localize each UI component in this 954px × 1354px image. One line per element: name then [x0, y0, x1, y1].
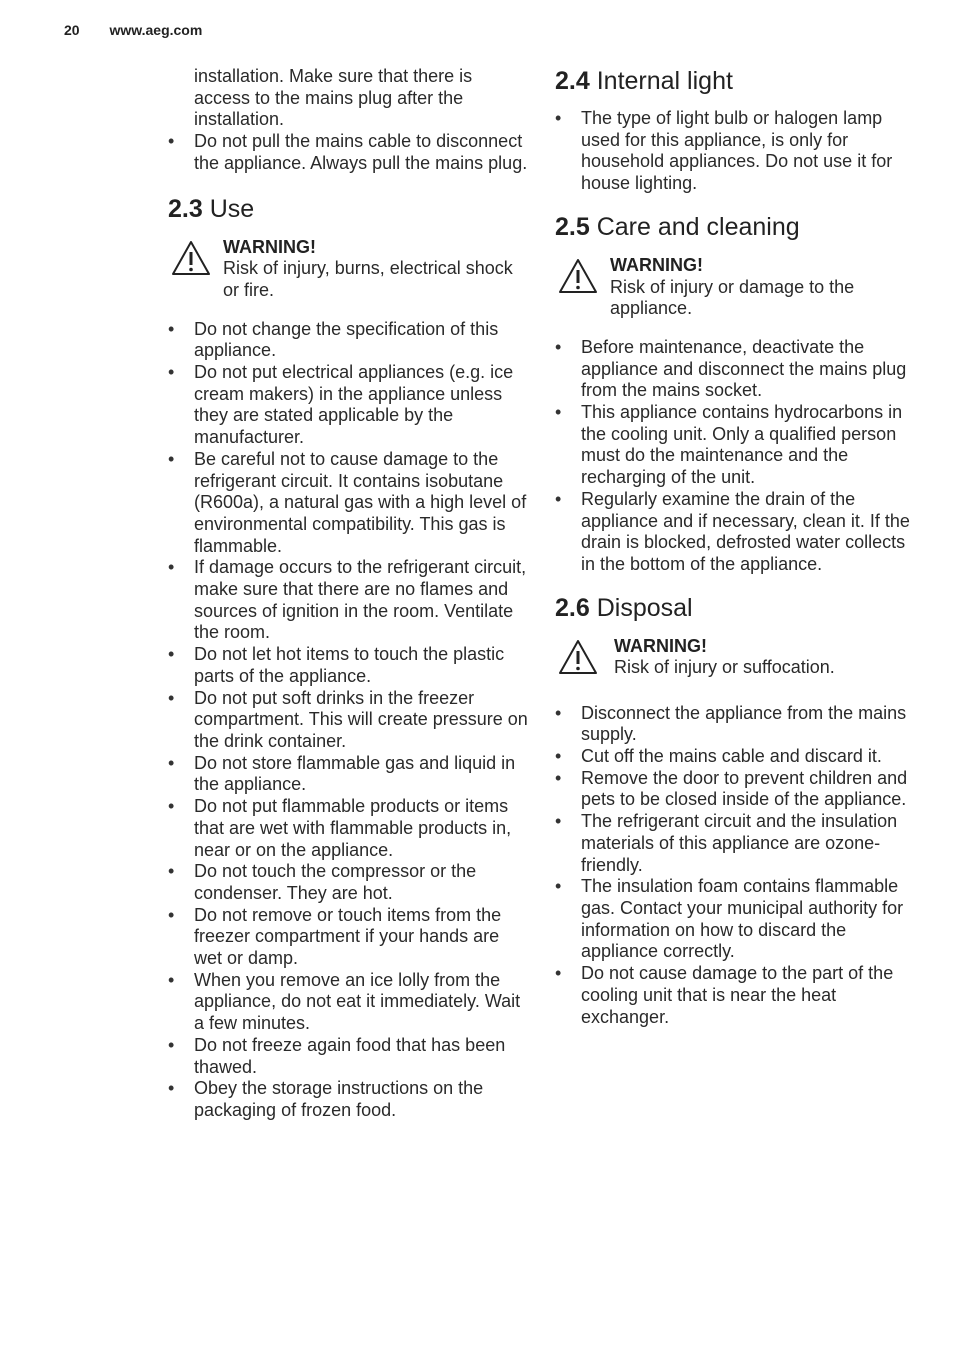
page-header [64, 22, 202, 38]
section-heading-2-6 [555, 593, 915, 623]
use-bullet-list [168, 319, 528, 1122]
list-item: • Disconnect the appliance from the mains supply. [555, 703, 915, 746]
warning-box [555, 255, 915, 320]
list-item: • Do not remove or touch items from the freezer compartment if your hands are wet or damp. [168, 905, 528, 970]
section-number: 2.3 [168, 194, 203, 223]
page-number: 20 [64, 22, 80, 38]
section-number: 2.6 [555, 593, 590, 622]
disposal-bullet-list [555, 703, 915, 1029]
intro-bullet-list [168, 131, 528, 174]
left-column [168, 66, 528, 1122]
list-item: • Do not put soft drinks in the freezer compartment. This will create pressure on the drink container. [168, 688, 528, 753]
list-item: • Do not change the specification of this appliance. [168, 319, 528, 362]
warning-text: Risk of injury, burns, electrical shock or fire. [223, 258, 513, 300]
list-item: • Do not pull the mains cable to disconnect the appliance. Always pull the mains plug. [168, 131, 528, 174]
list-item: • Do not put electrical appliances (e.g. ice cream makers) in the appliance unless they are stated applicable by the manufacturer. [168, 362, 528, 449]
list-item: • Cut off the mains cable and discard it. [555, 746, 915, 768]
list-item: • If damage occurs to the refrigerant circuit, make sure that there are no flames and sources of ignition in the room. Ventilate the room. [168, 557, 528, 644]
section-heading-2-5 [555, 212, 915, 242]
warning-triangle-icon [557, 638, 599, 676]
list-item: • Do not put flammable products or items that are wet with flammable products in, near or on the appliance. [168, 796, 528, 861]
warning-box [168, 237, 528, 302]
warning-triangle-icon [170, 239, 212, 277]
list-item: • Do not cause damage to the part of the cooling unit that is near the heat exchanger. [555, 963, 915, 1028]
warning-title: WARNING! [614, 635, 707, 656]
list-item: • Before maintenance, deactivate the appliance and disconnect the mains plug from the mains socket. [555, 337, 915, 402]
warning-title: WARNING! [610, 254, 703, 275]
section-title: Use [209, 194, 255, 223]
list-item: • Do not touch the compressor or the condenser. They are hot. [168, 861, 528, 904]
warning-title: WARNING! [223, 236, 316, 257]
section-number: 2.5 [555, 212, 590, 241]
list-item: • Do not store flammable gas and liquid in the appliance. [168, 753, 528, 796]
warning-box [555, 636, 915, 686]
list-item: • Do not let hot items to touch the plastic parts of the appliance. [168, 644, 528, 687]
list-item: • The type of light bulb or halogen lamp used for this appliance, is only for household appliances. Do not use it for house lighting. [555, 108, 915, 195]
list-item: • Obey the storage instructions on the packaging of frozen food. [168, 1078, 528, 1121]
right-column [555, 66, 915, 1028]
list-item: • The insulation foam contains flammable gas. Contact your municipal authority for information on how to discard the appliance correctly. [555, 876, 915, 963]
internal-light-bullet-list [555, 108, 915, 195]
section-heading-2-3 [168, 194, 528, 224]
list-item: • This appliance contains hydrocarbons in the cooling unit. Only a qualified person must do the maintenance and the recharging of the unit. [555, 402, 915, 489]
list-item: • Be careful not to cause damage to the refrigerant circuit. It contains isobutane (R600a), a natural gas with a high level of environmental compatibility. This gas is flammable. [168, 449, 528, 558]
warning-triangle-icon [557, 257, 599, 295]
care-cleaning-bullet-list [555, 337, 915, 576]
list-item: • When you remove an ice lolly from the appliance, do not eat it immediately. Wait a few minutes. [168, 970, 528, 1035]
section-title: Disposal [596, 593, 693, 622]
section-number: 2.4 [555, 67, 590, 95]
list-item: • Do not freeze again food that has been thawed. [168, 1035, 528, 1078]
list-item: • Remove the door to prevent children and pets to be closed inside of the appliance. [555, 768, 915, 811]
section-title: Internal light [596, 67, 733, 95]
warning-text: Risk of injury or damage to the appliance. [610, 276, 855, 319]
list-item: • Regularly examine the drain of the appliance and if necessary, clean it. If the drain is blocked, defrosted water collects in the bottom of the appliance. [555, 489, 915, 576]
continuation-text: installation. Make sure that there is access to the mains plug after the installation. [194, 66, 473, 130]
section-title: Care and cleaning [596, 212, 800, 241]
section-heading-2-4 [555, 66, 915, 96]
warning-text: Risk of injury or suffocation. [614, 657, 835, 678]
list-item: • The refrigerant circuit and the insulation materials of this appliance are ozone-friendly. [555, 811, 915, 876]
website-url: www.aeg.com [109, 22, 203, 38]
